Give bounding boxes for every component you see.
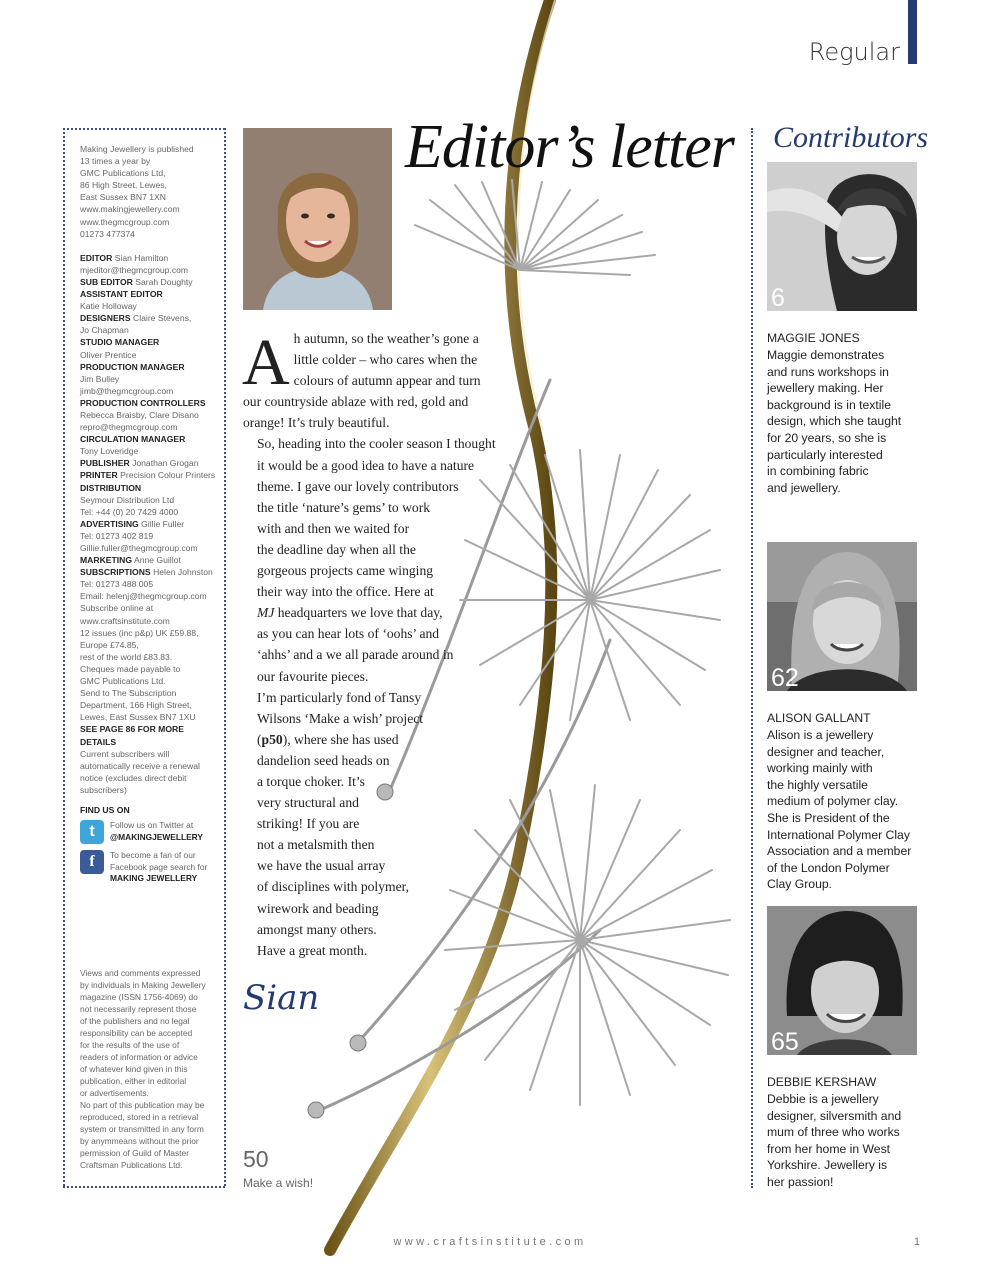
page-reference-label[interactable]: Make a wish!	[243, 1176, 314, 1190]
disclaimer-line: No part of this publication may be	[80, 1100, 205, 1110]
credit-role: DETAILS	[80, 736, 117, 747]
editor-signature: Sian	[243, 978, 320, 1018]
letter-line: a torque choker. It’s	[257, 773, 365, 789]
publisher-line: 86 High Street, Lewes,	[80, 180, 167, 191]
bio-line: designer, silversmith and	[767, 1108, 902, 1123]
letter-line: dandelion seed heads on	[257, 752, 390, 768]
credit-line	[80, 615, 220, 627]
bio-line: and runs workshops in	[767, 364, 889, 379]
credit-line	[80, 723, 220, 735]
credit-line	[80, 518, 220, 530]
disclaimer-line: Views and comments expressed	[80, 968, 201, 978]
credit-name: Seymour Distribution Ltd	[80, 494, 175, 505]
publisher-line: www.thegmcgroup.com	[80, 216, 170, 227]
credit-name: Rebecca Braisby, Clare Disano	[80, 409, 199, 420]
credit-role: MARKETING	[80, 555, 133, 566]
credit-role: DESIGNERS	[80, 313, 131, 324]
editor-photo	[243, 128, 392, 310]
letter-line: striking! If you are	[257, 816, 360, 832]
bio-line: designer and teacher,	[767, 744, 885, 759]
bio-line: International Polymer Clay	[767, 827, 910, 842]
editor-letter-body	[243, 328, 513, 961]
credit-name: Gillie Fuller	[141, 518, 185, 529]
disclaimer-line: of the publishers and no legal	[80, 1016, 190, 1026]
letter-line: it would be a good idea to have a nature	[257, 457, 475, 473]
disclaimer-line: reproduced, stored in a retrieval	[80, 1112, 199, 1122]
credit-line	[80, 252, 220, 264]
bio-line: jewellery making. Her	[767, 381, 884, 396]
credit-name: Anne Guillot	[133, 555, 181, 566]
credit-line	[80, 445, 220, 457]
disclaimer-line: not necessarily represent those	[80, 1004, 197, 1014]
section-tag: Regular	[808, 38, 900, 66]
credit-name: www.craftsinstitute.com	[80, 615, 170, 626]
credit-role: SUBSCRIPTIONS	[80, 567, 151, 578]
letter-line: little colder – who cares when the	[293, 352, 478, 368]
bio-line: of the London Polymer	[767, 860, 890, 875]
letter-line: gorgeous projects came winging	[257, 563, 434, 579]
credit-line	[80, 675, 220, 687]
contributor-name: ALISON GALLANT	[767, 711, 871, 725]
letter-line: not a metalsmith then	[257, 837, 375, 853]
letter-line: the deadline day when all the	[257, 541, 416, 557]
left-frame-rule	[63, 128, 65, 1186]
bio-line: Clay Group.	[767, 877, 833, 892]
credit-line	[80, 639, 220, 651]
bio-line: Debbie is a jewellery	[767, 1092, 879, 1106]
bio-line: Maggie demonstrates	[767, 348, 885, 362]
contributor-page-number[interactable]: 62	[771, 664, 799, 691]
letter-line: MJ headquarters we love that day,	[257, 605, 443, 621]
disclaimer	[80, 967, 220, 1171]
credit-line	[80, 627, 220, 639]
credit-name: Cheques made payable to	[80, 663, 181, 674]
letter-line: theme. I gave our lovely contributors	[257, 478, 459, 494]
drop-cap: A	[242, 326, 290, 399]
bio-line: the highly versatile	[767, 777, 868, 792]
credit-line	[80, 748, 220, 760]
contributor-name: MAGGIE JONES	[767, 331, 860, 345]
letter-line: h autumn, so the weather’s gone a	[293, 331, 479, 346]
disclaimer-line: responsibility can be accepted	[80, 1028, 193, 1038]
page-title: Editor’s letter	[405, 113, 734, 181]
credit-line	[80, 760, 220, 772]
contributor-bio	[767, 347, 927, 496]
credit-role: PUBLISHER	[80, 458, 130, 469]
disclaimer-line: magazine (ISSN 1756-4069) do	[80, 992, 198, 1002]
credit-line	[80, 421, 220, 433]
letter-line: the title ‘nature’s gems’ to work	[257, 499, 431, 515]
credit-name: Tel: 01273 488 005	[80, 579, 154, 590]
left-frame-rule	[224, 128, 226, 1186]
credit-name: Current subscribers will	[80, 748, 170, 759]
contributor-photo	[767, 906, 917, 1055]
credit-name: Email: helenj@thegmcgroup.com	[80, 591, 207, 602]
credit-name: Subscribe online at	[80, 603, 154, 614]
credit-role: SEE PAGE 86 FOR MORE	[80, 724, 184, 735]
credit-name: Europe £74.85,	[80, 639, 139, 650]
left-frame-bottom	[63, 1186, 225, 1188]
credit-line	[80, 312, 220, 324]
bio-line: mum of three who works	[767, 1125, 900, 1140]
credit-name: repro@thegmcgroup.com	[80, 422, 178, 433]
publisher-line: 01273 477374	[80, 228, 135, 239]
letter-line: we have the usual array	[257, 858, 386, 874]
find-us-heading: FIND US ON	[80, 804, 130, 815]
bio-line: medium of polymer clay.	[767, 794, 899, 809]
bio-line: background is in textile	[767, 397, 891, 412]
publisher-line: Making Jewellery is published	[80, 144, 194, 154]
bio-line: for 20 years, so she is	[767, 430, 887, 445]
twitter-icon[interactable]: t	[80, 820, 104, 844]
credit-line	[80, 506, 220, 518]
credit-line	[80, 336, 220, 348]
letter-paragraph	[243, 940, 513, 961]
credit-role: SUB EDITOR	[80, 276, 133, 287]
credit-line	[80, 711, 220, 723]
contributor-page-number[interactable]: 6	[771, 284, 785, 311]
credit-role: STUDIO MANAGER	[80, 337, 160, 348]
bio-line: from her home in West	[767, 1141, 891, 1156]
disclaimer-line: system or transmitted in any form	[80, 1124, 204, 1134]
credit-line	[80, 602, 220, 614]
credit-role: PRINTER	[80, 470, 118, 481]
section-accent-bar	[908, 0, 917, 64]
credit-line	[80, 409, 220, 421]
letter-line: of disciplines with polymer,	[257, 879, 409, 895]
publisher-line: East Sussex BN7 1XN	[80, 192, 166, 203]
credit-line	[80, 433, 220, 445]
credit-line	[80, 663, 220, 675]
twitter-text: Follow us on Twitter at	[110, 820, 194, 831]
letter-line: wirework and beading	[257, 900, 379, 916]
bio-line: her passion!	[767, 1174, 834, 1189]
credit-name: Tel: +44 (0) 20 7429 4000	[80, 506, 179, 517]
credit-name: Jo Chapman	[80, 325, 129, 336]
letter-line: ‘ahhs’ and a we all parade around in	[257, 647, 454, 663]
credit-name: Sarah Doughty	[135, 276, 193, 287]
letter-line: Wilsons ‘Make a wish’ project	[257, 710, 424, 726]
disclaimer-line: by anymmeans without the prior	[80, 1136, 199, 1146]
page-reference-number[interactable]: 50	[243, 1146, 269, 1172]
bio-line: in combining fabric	[767, 464, 869, 479]
bio-line: Alison is a jewellery	[767, 728, 874, 742]
credit-line	[80, 288, 220, 300]
credit-name: Sian Hamilton	[114, 252, 169, 263]
bio-line: and jewellery.	[767, 480, 841, 495]
publisher-info	[80, 143, 220, 240]
credit-line	[80, 784, 220, 796]
credit-line	[80, 264, 220, 276]
credit-line	[80, 736, 220, 748]
credit-name: Jonathan Grogan	[132, 458, 199, 469]
facebook-block[interactable]	[80, 850, 220, 885]
credit-line	[80, 554, 220, 566]
credit-name: rest of the world £83.83.	[80, 651, 173, 662]
facebook-text: Facebook page search for	[110, 861, 208, 872]
credit-line	[80, 397, 220, 409]
credit-name: GMC Publications Ltd.	[80, 676, 166, 687]
letter-line: So, heading into the cooler season I thought	[257, 436, 496, 452]
disclaimer-line: publication, either in editorial	[80, 1076, 187, 1086]
letter-line: colours of autumn appear and turn	[293, 373, 481, 389]
disclaimer-line: of whatever kind given in this	[80, 1064, 188, 1074]
letter-line: amongst many others.	[257, 921, 377, 937]
letter-line: orange! It’s truly beautiful.	[243, 415, 390, 431]
letter-paragraph	[243, 687, 513, 940]
disclaimer-line: for the results of the use of	[80, 1040, 180, 1050]
disclaimer-line: Craftsman Publications Ltd.	[80, 1160, 183, 1170]
twitter-block[interactable]	[80, 820, 220, 844]
letter-line: very structural and	[257, 795, 359, 811]
letter-line: with and then we waited for	[257, 520, 410, 536]
letter-line: (p50), where she has used	[257, 731, 399, 747]
bio-line: She is President of the	[767, 810, 890, 825]
credit-name: Jim Bulley	[80, 373, 120, 384]
letter-line: as you can hear lots of ‘oohs’ and	[257, 626, 440, 642]
credit-line	[80, 651, 220, 663]
credit-line	[80, 590, 220, 602]
credit-role: PRODUCTION MANAGER	[80, 361, 185, 372]
credit-line	[80, 542, 220, 554]
credit-name: Precision Colour Printers	[120, 470, 216, 481]
credit-name: automatically receive a renewal	[80, 760, 200, 771]
credit-name: Helen Johnston	[153, 567, 213, 578]
credit-name: mjeditor@thegmcgroup.com	[80, 264, 189, 275]
credit-line	[80, 385, 220, 397]
credit-role: DISTRIBUTION	[80, 482, 142, 493]
facebook-icon[interactable]: f	[80, 850, 104, 874]
credit-line	[80, 772, 220, 784]
bio-line: working mainly with	[767, 761, 873, 776]
credit-role: ADVERTISING	[80, 518, 139, 529]
publisher-line: 13 times a year by	[80, 156, 151, 167]
credit-name: Send to The Subscription	[80, 688, 177, 699]
credit-line	[80, 699, 220, 711]
letter-line: our countryside ablaze with red, gold and	[243, 394, 469, 410]
letter-line: our favourite pieces.	[257, 668, 369, 684]
contributor-photo	[767, 162, 917, 311]
facebook-text: To become a fan of our	[110, 850, 196, 861]
credit-line	[80, 530, 220, 542]
credit-name: Claire Stevens,	[133, 313, 192, 324]
contributors-heading: Contributors	[773, 121, 929, 154]
letter-paragraph	[243, 433, 513, 686]
credit-role: CIRCULATION MANAGER	[80, 434, 186, 445]
facebook-handle[interactable]: MAKING JEWELLERY	[110, 873, 198, 884]
credit-name: Katie Holloway	[80, 301, 137, 312]
bio-line: design, which she taught	[767, 414, 902, 429]
letter-line: Have a great month.	[257, 942, 368, 958]
credit-line	[80, 457, 220, 469]
bio-line: Association and a member	[767, 844, 912, 859]
credit-line	[80, 469, 220, 481]
contributor-photo	[767, 542, 917, 691]
left-frame-top	[63, 128, 225, 130]
staff-credits	[80, 252, 220, 796]
publisher-line: www.makingjewellery.com	[80, 204, 180, 215]
twitter-handle[interactable]: @MAKINGJEWELLERY	[110, 831, 204, 842]
disclaimer-line: or advertisements.	[80, 1088, 149, 1098]
credit-role: ASSISTANT EDITOR	[80, 289, 163, 300]
credit-name: notice (excludes direct debit	[80, 772, 187, 783]
credit-name: Tony Loveridge	[80, 446, 139, 457]
credit-name: jimb@thegmcgroup.com	[80, 385, 174, 396]
credit-name: subscribers)	[80, 784, 127, 795]
credit-line	[80, 566, 220, 578]
contributor-bio	[767, 727, 927, 893]
letter-paragraph	[243, 328, 513, 433]
letter-line: their way into the office. Here at	[257, 584, 434, 600]
contributor-name: DEBBIE KERSHAW	[767, 1075, 877, 1089]
credit-line	[80, 578, 220, 590]
credit-name: 12 issues (inc p&p) UK £59.88,	[80, 627, 199, 638]
credit-line	[80, 349, 220, 361]
credit-line	[80, 276, 220, 288]
contributor-bio	[767, 1091, 927, 1191]
masthead	[80, 143, 220, 891]
bio-line: particularly interested	[767, 447, 883, 462]
credit-name: Department, 166 High Street,	[80, 700, 192, 711]
credit-line	[80, 300, 220, 312]
credit-name: Lewes, East Sussex BN7 1XU	[80, 712, 196, 723]
disclaimer-line: readers of information or advice	[80, 1052, 198, 1062]
credit-role: EDITOR	[80, 252, 113, 263]
credit-line	[80, 324, 220, 336]
letter-line: I’m particularly fond of Tansy	[257, 689, 422, 705]
credit-name: Oliver Prentice	[80, 349, 137, 360]
credit-name: Gillie.fuller@thegmcgroup.com	[80, 543, 198, 553]
disclaimer-line: permission of Guild of Master	[80, 1148, 189, 1158]
bio-line: Yorkshire. Jewellery is	[767, 1158, 888, 1173]
credit-line	[80, 494, 220, 506]
disclaimer-line: by individuals in Making Jewellery	[80, 980, 206, 990]
credit-role: PRODUCTION CONTROLLERS	[80, 397, 206, 408]
page-number: 1	[913, 1236, 920, 1248]
credit-line	[80, 373, 220, 385]
credit-line	[80, 687, 220, 699]
footer-url[interactable]: www.craftsinstitute.com	[393, 1236, 587, 1248]
publisher-line: GMC Publications Ltd,	[80, 168, 166, 179]
credit-name: Tel: 01273 402 819	[80, 530, 154, 541]
credit-line	[80, 361, 220, 373]
credit-line	[80, 482, 220, 494]
contributor-page-number[interactable]: 65	[771, 1028, 799, 1055]
